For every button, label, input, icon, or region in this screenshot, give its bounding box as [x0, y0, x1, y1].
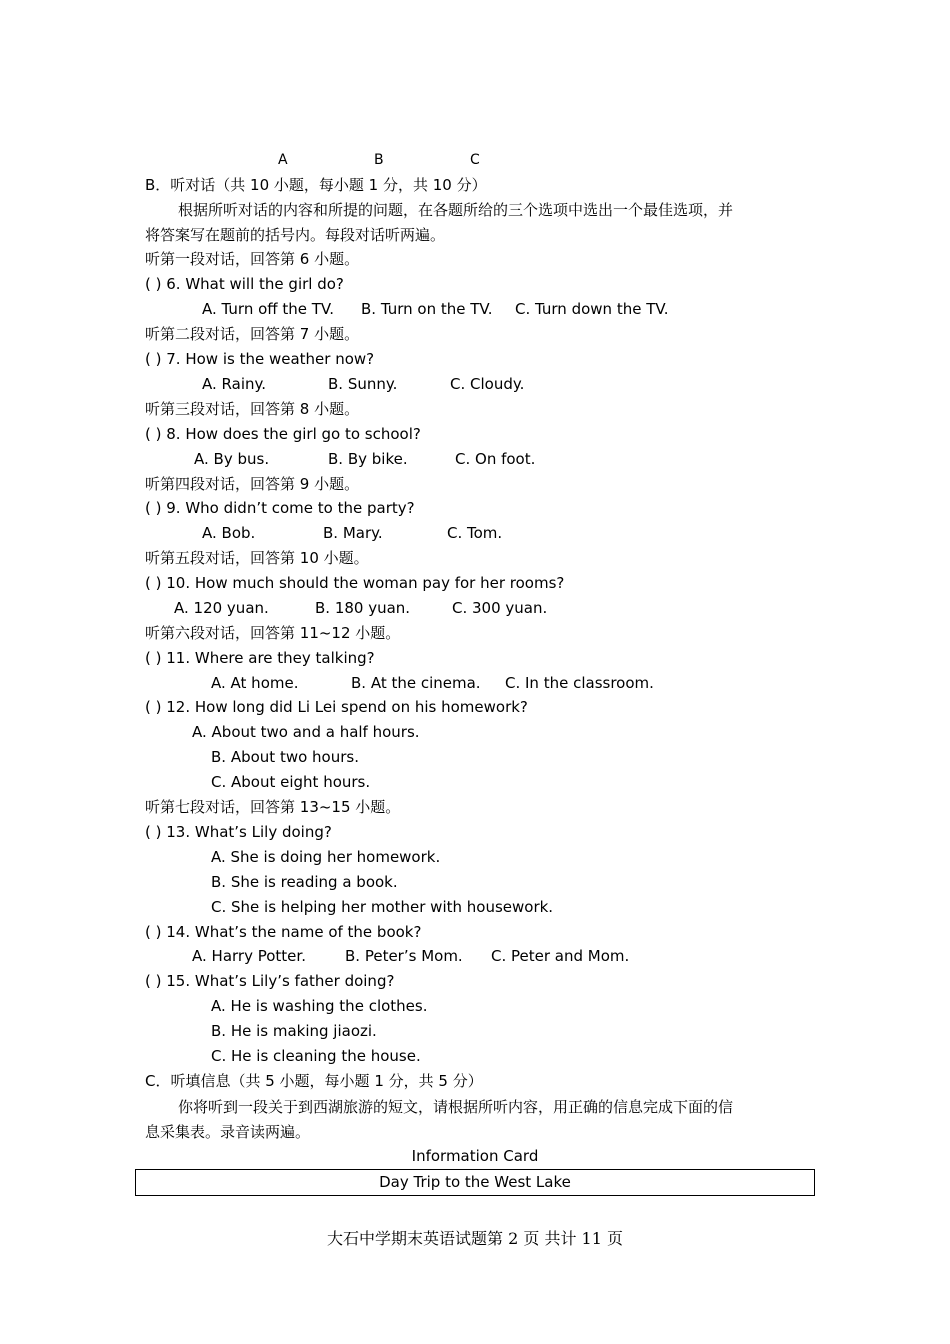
q11-option-c: C. In the classroom.: [505, 674, 654, 692]
dialog-5-instruction: 听第五段对话，回答第 10 小题。: [145, 549, 369, 567]
dialog-4-instruction: 听第四段对话，回答第 9 小题。: [145, 475, 360, 493]
dialog-7-instruction: 听第七段对话，回答第 13~15 小题。: [145, 798, 401, 816]
question-6: ( ) 6. What will the girl do?: [145, 275, 344, 293]
question-8: ( ) 8. How does the girl go to school?: [145, 425, 421, 443]
question-13: ( ) 13. What’s Lily doing?: [145, 823, 332, 841]
q8-option-a: A. By bus.: [194, 450, 270, 468]
q14-option-a: A. Harry Potter.: [192, 947, 306, 965]
section-c-heading: C．听填信息（共 5 小题，每小题 1 分，共 5 分）: [145, 1072, 483, 1090]
label-c: C: [470, 152, 480, 168]
q7-option-b: B. Sunny.: [328, 375, 398, 393]
q11-option-b: B. At the cinema.: [351, 674, 481, 692]
q15-option-b: B. He is making jiaozi.: [211, 1022, 377, 1040]
q15-option-c: C. He is cleaning the house.: [211, 1047, 421, 1065]
question-11: ( ) 11. Where are they talking?: [145, 649, 375, 667]
q13-option-b: B. She is reading a book.: [211, 873, 398, 891]
q13-option-c: C. She is helping her mother with housework.: [211, 898, 554, 916]
q6-option-b: B. Turn on the TV.: [361, 300, 493, 318]
question-10: ( ) 10. How much should the woman pay for her rooms?: [145, 574, 565, 592]
information-card-title: Information Card: [411, 1147, 539, 1165]
q11-option-a: A. At home.: [211, 674, 299, 692]
q15-option-a: A. He is washing the clothes.: [211, 997, 428, 1015]
q8-option-c: C. On foot.: [455, 450, 536, 468]
section-b-instruction-2: 将答案写在题前的括号内。每段对话听两遍。: [145, 226, 446, 244]
q12-option-b: B. About two hours.: [211, 748, 359, 766]
q7-option-c: C. Cloudy.: [450, 375, 525, 393]
information-card-row: Day Trip to the West Lake: [135, 1169, 815, 1196]
label-b: B: [374, 152, 384, 168]
q13-option-a: A. She is doing her homework.: [211, 848, 441, 866]
dialog-3-instruction: 听第三段对话，回答第 8 小题。: [145, 400, 360, 418]
q9-option-b: B. Mary.: [323, 524, 383, 542]
question-12: ( ) 12. How long did Li Lei spend on his homework?: [145, 698, 528, 716]
q9-option-a: A. Bob.: [202, 524, 256, 542]
dialog-6-instruction: 听第六段对话，回答第 11~12 小题。: [145, 624, 401, 642]
section-b-heading: B．听对话（共 10 小题，每小题 1 分，共 10 分）: [145, 176, 487, 194]
q10-option-c: C. 300 yuan.: [452, 599, 548, 617]
dialog-1-instruction: 听第一段对话，回答第 6 小题。: [145, 250, 360, 268]
q12-option-a: A. About two and a half hours.: [192, 723, 420, 741]
question-7: ( ) 7. How is the weather now?: [145, 350, 375, 368]
q14-option-b: B. Peter’s Mom.: [345, 947, 463, 965]
label-a: A: [278, 152, 288, 168]
question-9: ( ) 9. Who didn’t come to the party?: [145, 499, 415, 517]
section-c-instruction-2: 息采集表。录音读两遍。: [145, 1123, 311, 1141]
q6-option-a: A. Turn off the TV.: [202, 300, 335, 318]
q10-option-a: A. 120 yuan.: [174, 599, 269, 617]
question-15: ( ) 15. What’s Lily’s father doing?: [145, 972, 395, 990]
question-14: ( ) 14. What’s the name of the book?: [145, 923, 422, 941]
q10-option-b: B. 180 yuan.: [315, 599, 411, 617]
page-footer: 大石中学期末英语试题第 2 页 共计 11 页: [327, 1229, 623, 1248]
dialog-2-instruction: 听第二段对话，回答第 7 小题。: [145, 325, 360, 343]
q12-option-c: C. About eight hours.: [211, 773, 371, 791]
section-b-instruction-1: 根据所听对话的内容和所提的问题，在各题所给的三个选项中选出一个最佳选项，并: [178, 201, 734, 219]
q9-option-c: C. Tom.: [447, 524, 503, 542]
q7-option-a: A. Rainy.: [202, 375, 266, 393]
q8-option-b: B. By bike.: [328, 450, 408, 468]
section-c-instruction-1: 你将听到一段关于到西湖旅游的短文，请根据所听内容，用正确的信息完成下面的信: [178, 1098, 734, 1116]
q14-option-c: C. Peter and Mom.: [491, 947, 630, 965]
q6-option-c: C. Turn down the TV.: [515, 300, 669, 318]
